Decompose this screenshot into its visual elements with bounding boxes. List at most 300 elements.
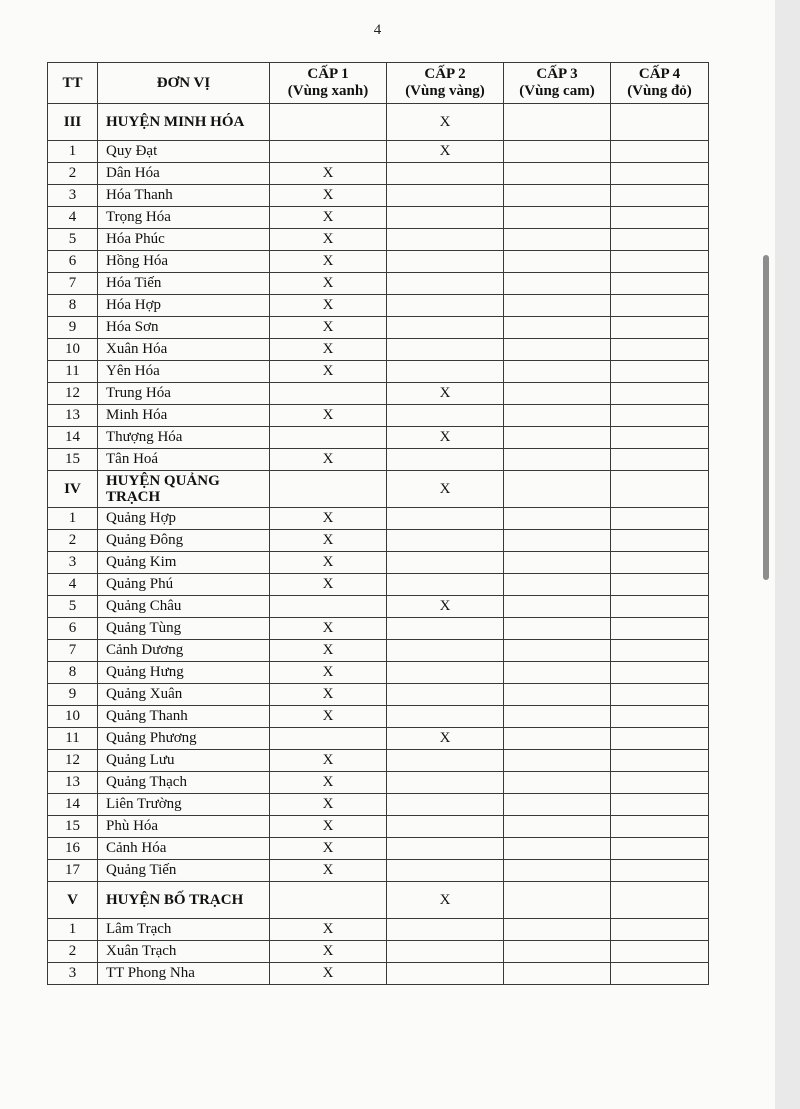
unit-name: Trung Hóa [98,383,270,405]
unit-name: Thượng Hóa [98,427,270,449]
table-row [48,405,709,427]
level-4-cell [611,508,709,530]
row-number: 4 [48,207,98,229]
table-row [48,794,709,816]
level-mark: X [322,554,334,570]
level-1-cell [270,882,387,919]
level-4-cell [611,449,709,471]
level-3-cell [504,273,611,295]
level-3-cell [504,919,611,941]
level-mark: X [439,892,451,908]
level-1-cell [270,596,387,618]
level-1-cell [270,449,387,471]
level-2-cell [387,596,504,618]
header-level-1 [270,63,387,104]
row-number: 9 [48,317,98,339]
level-3-cell [504,728,611,750]
table-row [48,750,709,772]
unit-name: Phù Hóa [98,816,270,838]
level-mark: X [439,143,451,159]
level-mark: X [322,532,334,548]
level-2-cell [387,574,504,596]
level-1-cell [270,185,387,207]
level-1-cell [270,618,387,640]
level-2-cell [387,860,504,882]
level-2-cell [387,882,504,919]
level-2-cell [387,207,504,229]
level-3-cell [504,141,611,163]
table-row [48,317,709,339]
row-number: 8 [48,295,98,317]
table-row [48,163,709,185]
level-3-cell [504,574,611,596]
level-mark: X [322,209,334,225]
level-4-cell [611,596,709,618]
level-4-cell [611,640,709,662]
table-row [48,662,709,684]
table-row [48,706,709,728]
row-number: 8 [48,662,98,684]
level-mark: X [322,686,334,702]
table-row [48,273,709,295]
row-number: 13 [48,772,98,794]
level-2-cell [387,640,504,662]
unit-name: Quảng Lưu [98,750,270,772]
level-1-cell [270,794,387,816]
level-1-cell [270,427,387,449]
unit-name: Yên Hóa [98,361,270,383]
level-4-cell [611,295,709,317]
row-number: 14 [48,427,98,449]
table-row [48,574,709,596]
unit-name: Quảng Kim [98,552,270,574]
table-row [48,963,709,985]
level-mark: X [322,363,334,379]
level-4-cell [611,229,709,251]
level-4-cell [611,963,709,985]
level-4-cell [611,273,709,295]
page-number: 4 [373,22,382,38]
row-number: 1 [48,508,98,530]
unit-name: Xuân Trạch [98,941,270,963]
row-number: 11 [48,728,98,750]
table-row [48,295,709,317]
level-mark: X [322,165,334,181]
unit-name: HUYỆN BỐ TRẠCH [98,882,270,919]
level-mark: X [322,620,334,636]
table-row [48,640,709,662]
level-3-cell [504,838,611,860]
level-3-cell [504,750,611,772]
level-1-cell [270,141,387,163]
level-3-cell [504,706,611,728]
level-2-cell [387,141,504,163]
level-3-cell [504,229,611,251]
level-mark: X [322,275,334,291]
table-row [48,860,709,882]
table-row [48,185,709,207]
level-4-cell [611,941,709,963]
row-number: 9 [48,684,98,706]
level-3-cell [504,662,611,684]
row-number: 5 [48,229,98,251]
district-row [48,104,709,141]
level-3-cell [504,963,611,985]
level-3-cell [504,882,611,919]
district-row [48,882,709,919]
row-number: 15 [48,449,98,471]
header-text: ĐƠN VỊ [156,74,211,91]
unit-name: Cảnh Dương [98,640,270,662]
header-text: (Vùng vàng) [405,83,485,99]
level-2-cell [387,941,504,963]
level-4-cell [611,684,709,706]
row-number: 3 [48,185,98,207]
table-row [48,684,709,706]
level-3-cell [504,405,611,427]
row-number: III [48,104,98,141]
level-2-cell [387,251,504,273]
level-1-cell [270,339,387,361]
table-row [48,251,709,273]
unit-name: Lâm Trạch [98,919,270,941]
level-3-cell [504,508,611,530]
level-4-cell [611,405,709,427]
level-4-cell [611,317,709,339]
level-2-cell [387,618,504,640]
unit-name: Hóa Thanh [98,185,270,207]
level-2-cell [387,963,504,985]
unit-name: Minh Hóa [98,405,270,427]
level-2-cell [387,339,504,361]
unit-name: Quảng Xuân [98,684,270,706]
unit-name: Quảng Châu [98,596,270,618]
level-2-cell [387,229,504,251]
level-2-cell [387,662,504,684]
row-number: 15 [48,816,98,838]
row-number: 1 [48,141,98,163]
table-row [48,772,709,794]
level-3-cell [504,104,611,141]
level-4-cell [611,574,709,596]
level-1-cell [270,317,387,339]
level-mark: X [322,319,334,335]
unit-name: Quảng Phú [98,574,270,596]
header-text: CẤP 1 [307,66,349,82]
level-2-cell [387,816,504,838]
level-mark: X [322,862,334,878]
level-1-cell [270,772,387,794]
level-2-cell [387,427,504,449]
table-row [48,427,709,449]
unit-name: Hồng Hóa [98,251,270,273]
table-header-row [48,63,709,104]
level-4-cell [611,838,709,860]
table-row [48,919,709,941]
unit-name: Quảng Hưng [98,662,270,684]
level-mark: X [322,341,334,357]
header-text: TT [62,74,83,91]
level-1-cell [270,229,387,251]
unit-name: Hóa Sơn [98,317,270,339]
level-4-cell [611,772,709,794]
level-mark: X [322,840,334,856]
row-number: 14 [48,794,98,816]
row-number: 2 [48,163,98,185]
level-1-cell [270,941,387,963]
level-1-cell [270,662,387,684]
unit-name: Quảng Hợp [98,508,270,530]
row-number: 7 [48,273,98,295]
level-4-cell [611,662,709,684]
level-2-cell [387,772,504,794]
level-mark: X [439,429,451,445]
level-mark: X [322,576,334,592]
row-number: 1 [48,919,98,941]
level-3-cell [504,185,611,207]
header-level-4 [611,63,709,104]
header-text: (Vùng đỏ) [627,83,692,99]
level-mark: X [439,481,451,497]
unit-name: Dân Hóa [98,163,270,185]
level-4-cell [611,618,709,640]
level-4-cell [611,552,709,574]
level-3-cell [504,684,611,706]
row-number: 2 [48,530,98,552]
table-row [48,838,709,860]
unit-name: Cảnh Hóa [98,838,270,860]
header-text: (Vùng cam) [519,83,595,99]
header-text: (Vùng xanh) [287,83,369,99]
level-2-cell [387,317,504,339]
level-mark: X [322,818,334,834]
level-mark: X [439,730,451,746]
row-number: 17 [48,860,98,882]
level-4-cell [611,207,709,229]
unit-name: Tân Hoá [98,449,270,471]
zone-classification-table [47,62,709,985]
level-1-cell [270,405,387,427]
row-number: 13 [48,405,98,427]
level-2-cell [387,552,504,574]
level-4-cell [611,383,709,405]
unit-name: Quảng Thạch [98,772,270,794]
row-number: 11 [48,361,98,383]
level-2-cell [387,449,504,471]
level-4-cell [611,361,709,383]
level-1-cell [270,728,387,750]
level-4-cell [611,530,709,552]
level-1-cell [270,816,387,838]
level-mark: X [439,385,451,401]
header-text: CẤP 3 [536,66,578,82]
level-4-cell [611,706,709,728]
level-2-cell [387,405,504,427]
level-3-cell [504,339,611,361]
level-1-cell [270,273,387,295]
level-4-cell [611,427,709,449]
unit-name: Quảng Tiến [98,860,270,882]
level-1-cell [270,383,387,405]
level-mark: X [322,231,334,247]
level-2-cell [387,750,504,772]
table-row [48,207,709,229]
level-mark: X [322,752,334,768]
level-mark: X [439,598,451,614]
level-2-cell [387,838,504,860]
level-3-cell [504,552,611,574]
level-1-cell [270,860,387,882]
level-1-cell [270,706,387,728]
table-row [48,449,709,471]
unit-name: TT Phong Nha [98,963,270,985]
level-2-cell [387,361,504,383]
table-row [48,383,709,405]
table-row [48,229,709,251]
table-row [48,816,709,838]
level-3-cell [504,207,611,229]
level-3-cell [504,251,611,273]
level-2-cell [387,273,504,295]
table-row [48,941,709,963]
unit-name: Quảng Tùng [98,618,270,640]
level-4-cell [611,919,709,941]
level-4-cell [611,251,709,273]
row-number: 7 [48,640,98,662]
level-1-cell [270,508,387,530]
level-1-cell [270,919,387,941]
row-number: 6 [48,618,98,640]
level-2-cell [387,185,504,207]
level-3-cell [504,596,611,618]
row-number: 12 [48,383,98,405]
level-mark: X [322,921,334,937]
row-number: 16 [48,838,98,860]
district-row [48,471,709,508]
level-4-cell [611,163,709,185]
level-1-cell [270,750,387,772]
level-1-cell [270,574,387,596]
level-3-cell [504,449,611,471]
unit-name: Trọng Hóa [98,207,270,229]
level-mark: X [322,253,334,269]
row-number: 3 [48,552,98,574]
level-1-cell [270,684,387,706]
row-number: 5 [48,596,98,618]
scrollbar-thumb[interactable] [763,255,769,580]
level-2-cell [387,794,504,816]
row-number: 4 [48,574,98,596]
level-3-cell [504,471,611,508]
level-1-cell [270,163,387,185]
row-number: V [48,882,98,919]
header-level-2 [387,63,504,104]
level-mark: X [322,510,334,526]
level-3-cell [504,317,611,339]
level-2-cell [387,163,504,185]
level-3-cell [504,361,611,383]
level-mark: X [322,407,334,423]
level-4-cell [611,339,709,361]
header-level-3 [504,63,611,104]
table-row [48,728,709,750]
row-number: 3 [48,963,98,985]
level-3-cell [504,860,611,882]
level-1-cell [270,552,387,574]
level-3-cell [504,640,611,662]
level-1-cell [270,530,387,552]
level-mark: X [322,297,334,313]
level-2-cell [387,295,504,317]
level-3-cell [504,530,611,552]
level-4-cell [611,104,709,141]
table-row [48,596,709,618]
row-number: 12 [48,750,98,772]
unit-name: Hóa Phúc [98,229,270,251]
level-mark: X [322,943,334,959]
table-row [48,339,709,361]
level-1-cell [270,361,387,383]
row-number: 10 [48,706,98,728]
header-text: CẤP 4 [638,66,681,82]
level-2-cell [387,383,504,405]
level-1-cell [270,104,387,141]
table-row [48,530,709,552]
level-3-cell [504,163,611,185]
table-row [48,552,709,574]
unit-name: Hóa Tiến [98,273,270,295]
unit-name: Quảng Phương [98,728,270,750]
level-mark: X [322,796,334,812]
level-mark: X [322,774,334,790]
unit-name: Quảng Đông [98,530,270,552]
header-unit [98,63,270,104]
row-number: 6 [48,251,98,273]
row-number: 2 [48,941,98,963]
level-2-cell [387,706,504,728]
level-4-cell [611,141,709,163]
level-mark: X [322,664,334,680]
table-body [48,104,709,985]
level-3-cell [504,427,611,449]
level-2-cell [387,508,504,530]
level-3-cell [504,794,611,816]
level-4-cell [611,816,709,838]
level-4-cell [611,794,709,816]
level-4-cell [611,471,709,508]
level-1-cell [270,251,387,273]
level-2-cell [387,919,504,941]
level-1-cell [270,207,387,229]
level-4-cell [611,860,709,882]
unit-name: HUYỆN QUẢNG TRẠCH [98,471,270,508]
level-1-cell [270,471,387,508]
level-4-cell [611,882,709,919]
header-tt [48,63,98,104]
level-1-cell [270,963,387,985]
level-mark: X [322,708,334,724]
level-4-cell [611,185,709,207]
level-2-cell [387,530,504,552]
level-3-cell [504,295,611,317]
table-row [48,141,709,163]
level-2-cell [387,728,504,750]
level-2-cell [387,104,504,141]
level-4-cell [611,728,709,750]
level-1-cell [270,295,387,317]
row-number: 10 [48,339,98,361]
unit-name: Hóa Hợp [98,295,270,317]
